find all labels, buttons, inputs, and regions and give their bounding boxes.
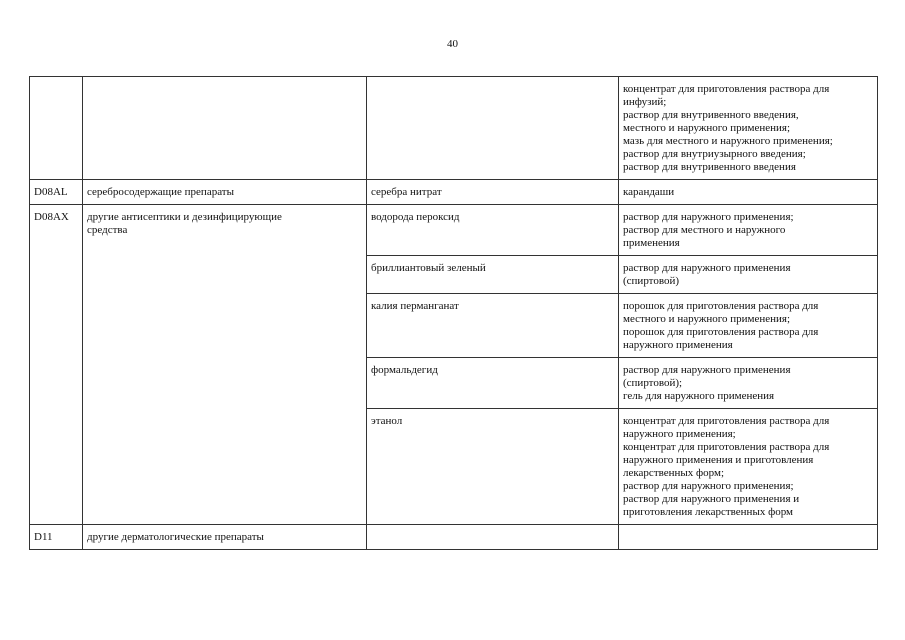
drug-name-cell: этанол bbox=[367, 409, 619, 525]
atc-code-cell: D08AX bbox=[30, 205, 83, 525]
atc-code-cell: D11 bbox=[30, 525, 83, 550]
table-body bbox=[30, 77, 878, 550]
table-row bbox=[30, 525, 878, 550]
drug-name-cell: калия перманганат bbox=[367, 294, 619, 358]
atc-code-cell: D08AL bbox=[30, 180, 83, 205]
pharmacological-group-cell bbox=[83, 77, 367, 180]
drug-name-cell bbox=[367, 77, 619, 180]
dosage-form-cell: концентрат для приготовления раствора для наружного применения; концентрат для приготовления раствора для наружного применения и приготовления лекарственных форм; раствор для наружного применения; раствор для наружного применения и приготовления лекарственных форм bbox=[619, 409, 878, 525]
page-number: 40 bbox=[447, 38, 458, 50]
drug-name-cell: бриллиантовый зеленый bbox=[367, 256, 619, 294]
dosage-form-cell: раствор для наружного применения (спиртовой) bbox=[619, 256, 878, 294]
drug-name-cell bbox=[367, 525, 619, 550]
table-row bbox=[30, 77, 878, 180]
pharmacological-group-cell: другие дерматологические препараты bbox=[83, 525, 367, 550]
table-row bbox=[30, 180, 878, 205]
dosage-form-cell bbox=[619, 525, 878, 550]
dosage-form-cell: порошок для приготовления раствора для местного и наружного применения; порошок для приготовления раствора для наружного применения bbox=[619, 294, 878, 358]
dosage-form-cell: концентрат для приготовления раствора для инфузий; раствор для внутривенного введения, местного и наружного применения; мазь для местного и наружного применения; раствор для внутриузырного введения; раствор для внутривенного введения bbox=[619, 77, 878, 180]
drug-name-cell: водорода пероксид bbox=[367, 205, 619, 256]
drug-classification-table bbox=[29, 76, 878, 550]
dosage-form-cell: раствор для наружного применения (спиртовой); гель для наружного применения bbox=[619, 358, 878, 409]
pharmacological-group-cell: серебросодержащие препараты bbox=[83, 180, 367, 205]
table-row bbox=[30, 205, 878, 256]
drug-name-cell: формальдегид bbox=[367, 358, 619, 409]
atc-code-cell bbox=[30, 77, 83, 180]
dosage-form-cell: раствор для наружного применения; раствор для местного и наружного применения bbox=[619, 205, 878, 256]
pharmacological-group-cell: другие антисептики и дезинфицирующие средства bbox=[83, 205, 367, 525]
dosage-form-cell: карандаши bbox=[619, 180, 878, 205]
drug-name-cell: серебра нитрат bbox=[367, 180, 619, 205]
